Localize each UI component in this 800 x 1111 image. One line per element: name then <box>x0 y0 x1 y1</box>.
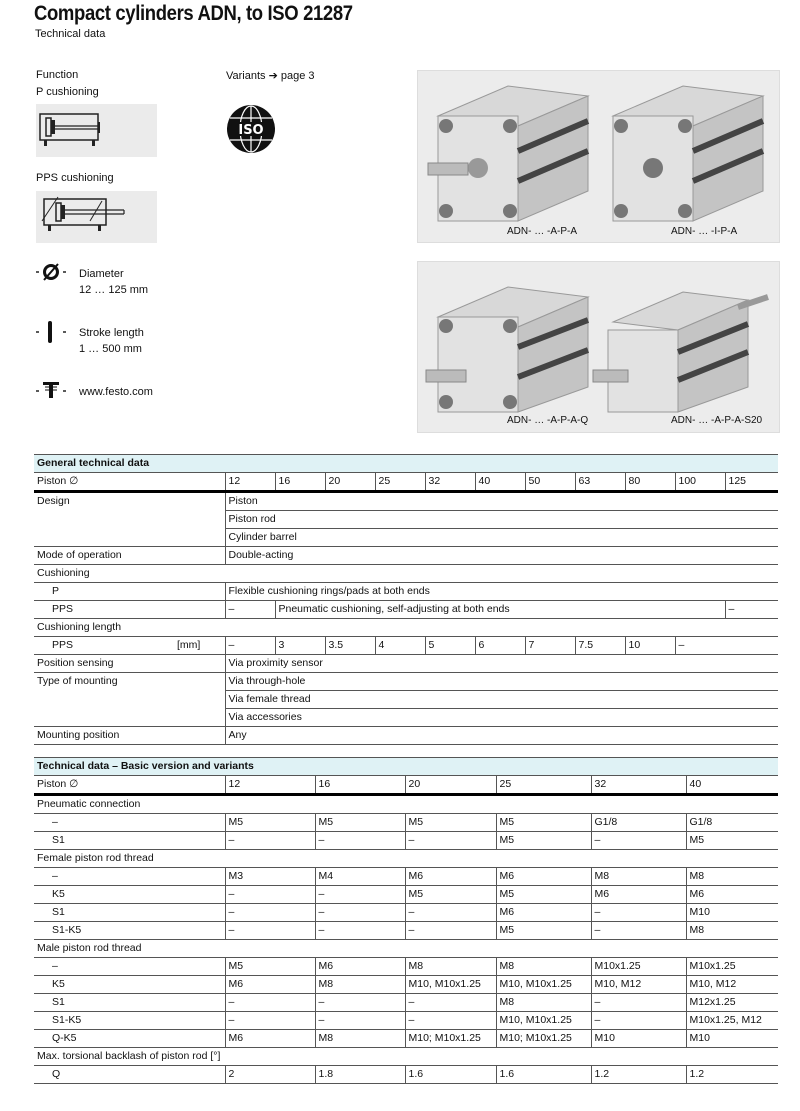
table-cell: Piston <box>225 492 778 511</box>
row-label: S1 <box>34 904 225 922</box>
table-cell: Piston ∅ <box>34 776 225 795</box>
table-row <box>34 1030 778 1048</box>
table-row <box>34 886 778 904</box>
table-cell: – <box>405 1012 496 1030</box>
pps-cushioning-label: PPS cushioning <box>36 172 114 184</box>
table2-title: Technical data – Basic version and variants <box>34 758 778 776</box>
table-cell: M8 <box>686 922 778 940</box>
table-cell: 3.5 <box>325 637 375 655</box>
table-cell: 25 <box>496 776 591 795</box>
table-cell: Flexible cushioning rings/pads at both ends <box>225 583 778 601</box>
table-cell: M6 <box>591 886 686 904</box>
table-cell: – <box>591 922 686 940</box>
table-cell: PPS <box>34 601 225 619</box>
table-cell: 40 <box>475 473 525 492</box>
table-cell: Position sensing <box>34 655 225 673</box>
table-cell: – <box>315 904 405 922</box>
table-cell: M10 <box>686 1030 778 1048</box>
table-cell: – <box>405 832 496 850</box>
stroke-icon <box>34 320 70 349</box>
p-cushioning-symbol <box>36 104 157 157</box>
table-cell: 7.5 <box>575 637 625 655</box>
table-section-row <box>34 1048 778 1066</box>
table-cell: – <box>405 904 496 922</box>
table-cell: M6 <box>496 904 591 922</box>
table-row <box>34 547 778 565</box>
cylinder-image-3 <box>426 287 588 412</box>
table-cell: Via proximity sensor <box>225 655 778 673</box>
table-cell: M10x1.25 <box>591 958 686 976</box>
section-label: Max. torsional backlash of piston rod [°] <box>34 1048 778 1066</box>
table-cell: – <box>591 1012 686 1030</box>
product-photo-top <box>417 70 780 243</box>
row-label: S1-K5 <box>34 922 225 940</box>
table-cell: – <box>591 832 686 850</box>
table-cell: P <box>34 583 225 601</box>
table-cell: M10; M10x1.25 <box>405 1030 496 1048</box>
table-cell: Design <box>34 492 225 547</box>
table-cell: – <box>315 922 405 940</box>
row-label: – <box>34 814 225 832</box>
table-cell: 1.6 <box>405 1066 496 1084</box>
website-link[interactable]: www.festo.com <box>79 386 153 398</box>
table-row <box>34 958 778 976</box>
table-cell: – <box>591 994 686 1012</box>
table-cell: – <box>675 637 778 655</box>
table-cell: M10, M10x1.25 <box>496 1012 591 1030</box>
table-row <box>34 619 778 637</box>
table-cell: M3 <box>225 868 315 886</box>
table-cell: M10x1.25 <box>686 958 778 976</box>
diameter-value: 12 … 125 mm <box>79 284 149 296</box>
table-cell: M5 <box>496 832 591 850</box>
section-label: Pneumatic connection <box>34 795 778 814</box>
cylinder-image-2 <box>613 86 763 221</box>
stroke-value: 1 … 500 mm <box>79 343 142 355</box>
row-label: K5 <box>34 886 225 904</box>
table-row <box>34 904 778 922</box>
p-cushioning-label: P cushioning <box>36 86 99 98</box>
variants-page: page 3 <box>280 70 315 82</box>
cell-text: PPS <box>52 639 74 651</box>
cell-text: [mm] <box>177 639 201 651</box>
table-cell: 32 <box>591 776 686 795</box>
table-cell: M6 <box>315 958 405 976</box>
table-cell: M5 <box>225 814 315 832</box>
stroke-label: Stroke length <box>79 327 144 339</box>
table-cell: 1.2 <box>591 1066 686 1084</box>
arrow-right-icon: ➔ <box>268 70 278 82</box>
table-cell: – <box>315 1012 405 1030</box>
table-section-row <box>34 850 778 868</box>
row-label: – <box>34 958 225 976</box>
diameter-icon <box>34 262 70 287</box>
table-cell: – <box>405 994 496 1012</box>
table-cell: 63 <box>575 473 625 492</box>
table-cell: G1/8 <box>686 814 778 832</box>
row-label: Q-K5 <box>34 1030 225 1048</box>
table-cell: M6 <box>225 1030 315 1048</box>
table-cell: – <box>315 832 405 850</box>
table-cell: 20 <box>325 473 375 492</box>
table-cell: Double-acting <box>225 547 778 565</box>
table-cell: 50 <box>525 473 575 492</box>
table-cell: – <box>225 601 275 619</box>
table-row <box>34 832 778 850</box>
table-row <box>34 868 778 886</box>
table-cell: M8 <box>496 994 591 1012</box>
table-row <box>34 673 778 691</box>
table-cell: Cushioning <box>34 565 778 583</box>
table-cell: M12x1.25 <box>686 994 778 1012</box>
table-section-row <box>34 795 778 814</box>
table-cell: M8 <box>686 868 778 886</box>
table-cell: 6 <box>475 637 525 655</box>
table-cell <box>34 637 225 655</box>
row-label: K5 <box>34 976 225 994</box>
table-row <box>34 976 778 994</box>
table-cell: 125 <box>725 473 778 492</box>
photo-caption-1: ADN- … -A-P-A <box>507 226 577 237</box>
table-cell: M6 <box>496 868 591 886</box>
page-subtitle: Technical data <box>35 28 106 40</box>
table-cell: M5 <box>686 832 778 850</box>
section-label: Female piston rod thread <box>34 850 778 868</box>
table-cell: M10, M12 <box>686 976 778 994</box>
table-cell: Via through-hole <box>225 673 778 691</box>
row-label: – <box>34 868 225 886</box>
table-cell: Via female thread <box>225 691 778 709</box>
table-cell: M10x1.25, M12 <box>686 1012 778 1030</box>
table-cell: 5 <box>425 637 475 655</box>
table-cell: M10, M10x1.25 <box>496 976 591 994</box>
table-cell: M5 <box>225 958 315 976</box>
table-cell: M5 <box>496 922 591 940</box>
table-cell: M8 <box>496 958 591 976</box>
table2-piston-row <box>34 776 778 795</box>
table-cell: – <box>315 886 405 904</box>
table-cell: M10, M12 <box>591 976 686 994</box>
iso-logo-text: ISO <box>238 123 264 138</box>
table-row <box>34 637 778 655</box>
table-cell: 25 <box>375 473 425 492</box>
function-label: Function <box>36 69 79 81</box>
variants-link[interactable] <box>226 69 315 82</box>
table-cell: M5 <box>405 814 496 832</box>
table-cell: – <box>225 637 275 655</box>
table-cell: 16 <box>275 473 325 492</box>
table-cell: – <box>225 922 315 940</box>
page-title: Compact cylinders ADN, to ISO 21287 <box>34 2 353 25</box>
cylinder-image-4 <box>593 292 768 412</box>
table-cell: – <box>591 904 686 922</box>
row-label: S1 <box>34 994 225 1012</box>
table-cell: Type of mounting <box>34 673 225 727</box>
cylinder-image-1 <box>428 86 588 221</box>
table-row <box>34 601 778 619</box>
table-row <box>34 565 778 583</box>
section-label: Male piston rod thread <box>34 940 778 958</box>
table-cell: 80 <box>625 473 675 492</box>
row-label: S1 <box>34 832 225 850</box>
table-row <box>34 922 778 940</box>
table-cell: M6 <box>225 976 315 994</box>
photo-caption-3: ADN- … -A-P-A-Q <box>507 415 589 426</box>
table-cell: – <box>225 886 315 904</box>
table-cell: – <box>405 922 496 940</box>
table-cell: – <box>225 904 315 922</box>
table-cell: – <box>725 601 778 619</box>
basic-version-variants-table <box>34 757 778 1084</box>
table-cell: 10 <box>625 637 675 655</box>
table-row <box>34 814 778 832</box>
diameter-label: Diameter <box>79 268 124 280</box>
table-row <box>34 655 778 673</box>
table-cell: 3 <box>275 637 325 655</box>
pps-cushioning-symbol <box>36 191 157 243</box>
iso-logo-icon <box>226 104 276 159</box>
table-cell: – <box>225 1012 315 1030</box>
info-web-icon <box>34 380 70 407</box>
photo-caption-2: ADN- … -I-P-A <box>671 226 738 237</box>
table-cell: 2 <box>225 1066 315 1084</box>
table-cell: M8 <box>591 868 686 886</box>
table-row <box>34 1066 778 1084</box>
table-cell: M10; M10x1.25 <box>496 1030 591 1048</box>
table-cell: 20 <box>405 776 496 795</box>
table-cell: Via accessories <box>225 709 778 727</box>
table-cell: M6 <box>686 886 778 904</box>
table-cell: – <box>225 832 315 850</box>
table-cell: M10 <box>686 904 778 922</box>
table-cell: M10 <box>591 1030 686 1048</box>
variants-label: Variants <box>226 70 266 82</box>
table-row <box>34 994 778 1012</box>
table-cell: Mounting position <box>34 727 225 745</box>
table-cell: Cushioning length <box>34 619 778 637</box>
table-cell: 4 <box>375 637 425 655</box>
table-cell: Any <box>225 727 778 745</box>
photo-caption-4: ADN- … -A-P-A-S20 <box>671 415 763 426</box>
table-cell: Piston rod <box>225 511 778 529</box>
table-cell: Piston ∅ <box>34 473 225 492</box>
table-cell: 12 <box>225 473 275 492</box>
table-row <box>34 727 778 745</box>
row-label: S1-K5 <box>34 1012 225 1030</box>
table-cell: – <box>315 994 405 1012</box>
table-cell: 32 <box>425 473 475 492</box>
table-cell: M8 <box>315 1030 405 1048</box>
row-label: Q <box>34 1066 225 1084</box>
table-cell: M8 <box>315 976 405 994</box>
table-cell: 1.8 <box>315 1066 405 1084</box>
table-cell: Cylinder barrel <box>225 529 778 547</box>
table-cell: M5 <box>496 814 591 832</box>
table-cell: Mode of operation <box>34 547 225 565</box>
table-cell: 40 <box>686 776 778 795</box>
table-section-row <box>34 940 778 958</box>
table-cell: M5 <box>315 814 405 832</box>
table-cell: 16 <box>315 776 405 795</box>
table-cell: M5 <box>405 886 496 904</box>
table-cell: 1.6 <box>496 1066 591 1084</box>
table-cell: M5 <box>496 886 591 904</box>
table-cell: 12 <box>225 776 315 795</box>
table-cell: 7 <box>525 637 575 655</box>
table-cell: M8 <box>405 958 496 976</box>
table-cell: M10, M10x1.25 <box>405 976 496 994</box>
table-cell: Pneumatic cushioning, self-adjusting at both ends <box>275 601 725 619</box>
table1-title: General technical data <box>34 455 778 473</box>
table-cell: – <box>225 994 315 1012</box>
table-cell: 1.2 <box>686 1066 778 1084</box>
table-cell: G1/8 <box>591 814 686 832</box>
table-row <box>34 1012 778 1030</box>
table-cell: M4 <box>315 868 405 886</box>
table-row <box>34 583 778 601</box>
product-photo-bottom <box>417 261 780 433</box>
general-technical-data-table <box>34 454 778 745</box>
table-row <box>34 492 778 511</box>
table-cell: 100 <box>675 473 725 492</box>
table-cell: M6 <box>405 868 496 886</box>
table1-piston-row <box>34 473 778 492</box>
